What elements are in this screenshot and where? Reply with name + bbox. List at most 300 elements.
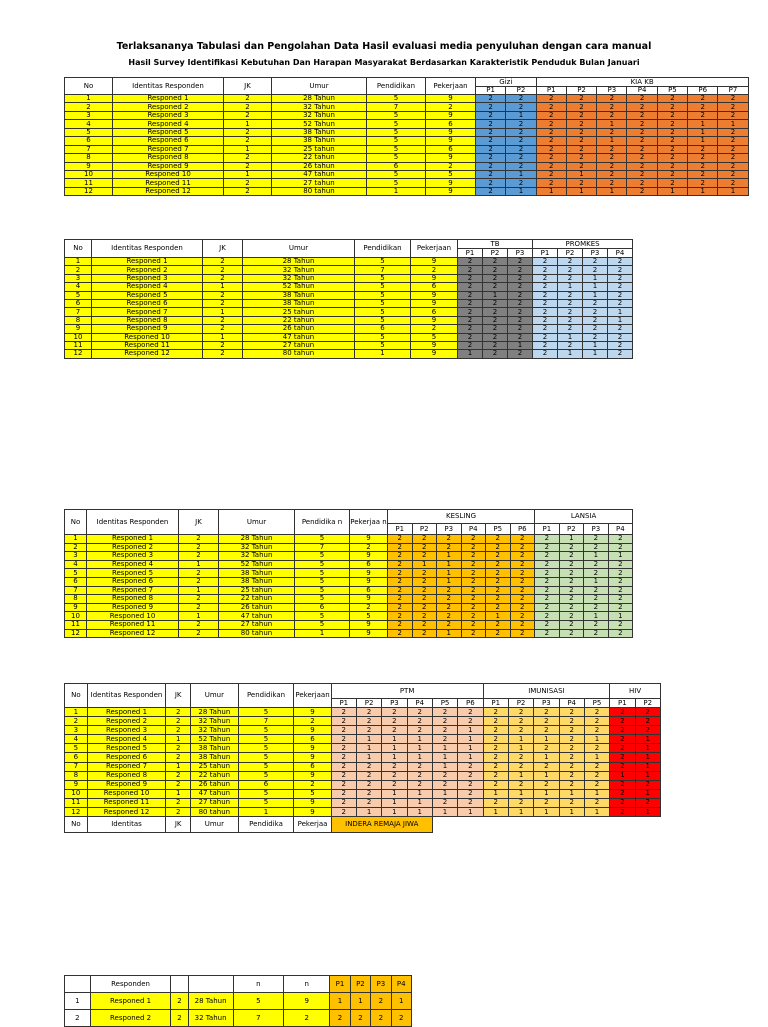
table-cell: 9 [65,162,113,170]
table-cell: 2 [437,603,462,612]
table-cell: 2 [566,145,596,153]
table-cell: 2 [486,560,511,569]
table-cell: 1 [382,753,407,762]
table-cell: Responed 2 [113,103,224,111]
table-cell: Responed 7 [87,762,166,771]
table-cell: 2 [166,808,191,817]
table-cell: 32 Tahun [191,717,239,726]
table-cell: 47 tahun [243,333,355,341]
column-header: Umur [191,817,239,833]
table-cell: 9 [294,744,331,753]
table-cell: 5 [295,552,350,561]
table-cell: Responed 12 [87,808,166,817]
table-cell: 2 [536,154,566,162]
table-cell: 2 [533,316,558,324]
table-cell: 2 [508,325,533,333]
table-cell: 5 [295,620,350,629]
column-header: JK [166,817,191,833]
column-header: Pendidikan [367,78,426,95]
column-header: Pekerjaa n [350,510,388,535]
table-cell: 2 [584,744,609,753]
table-cell: 1 [382,798,407,807]
table-cell: 5 [65,569,87,578]
table-cell: 2 [718,145,748,153]
table-cell: Responed 10 [92,333,203,341]
table-cell: 12 [65,629,87,638]
table-cell: 2 [486,595,511,604]
table-cell: 2 [461,560,486,569]
table-row [65,993,412,1010]
table-cell: 11 [65,620,87,629]
table-cell: Responed 5 [87,744,166,753]
table-cell: 2 [458,266,483,274]
table-cell: 2 [510,552,535,561]
table-cell: 2 [432,708,457,717]
table-cell: 26 tahun [191,780,239,789]
table-cell: 2 [388,577,413,586]
table-cell: 2 [412,552,437,561]
table-cell: 27 tahun [191,798,239,807]
table-row [65,560,633,569]
table-cell: 2 [483,753,508,762]
group-header: PROMKES [533,240,633,249]
group-header: IMUNISASI [483,684,610,699]
table-cell: 2 [356,789,381,798]
table-row [65,569,633,578]
table-cell: 2 [483,726,508,735]
table-cell: 2 [510,543,535,552]
table-cell: 7 [65,308,92,316]
table-cell: 2 [718,95,748,103]
table-cell: 1 [584,789,609,798]
table-cell: Responed 1 [87,708,166,717]
table-cell: 28 Tahun [191,708,239,717]
table-cell: 22 tahun [191,771,239,780]
table-cell: 6 [295,603,350,612]
table-cell: 2 [534,780,559,789]
table-cell: 1 [356,735,381,744]
table-cell: 2 [566,95,596,103]
group-header: HIV [610,684,661,699]
table-cell: 1 [559,789,584,798]
table-cell: 2 [584,586,609,595]
table-cell: 7 [238,717,294,726]
table-cell: 2 [536,170,566,178]
table-row [65,137,749,145]
table-cell: 2 [331,708,356,717]
table-cell: 5 [355,333,411,341]
column-header: Umur [272,78,367,95]
table-cell: 1 [486,612,511,621]
table-cell: 2 [610,780,635,789]
table-row [65,789,661,798]
question-header: P3 [597,87,627,95]
table-cell: 1 [597,187,627,195]
table-row [65,808,661,817]
table-cell: 1 [718,120,748,128]
table-cell: 9 [350,595,388,604]
table-cell: 1 [382,735,407,744]
table-cell: 2 [627,170,657,178]
table-cell: 6 [411,308,458,316]
table-cell: 9 [350,629,388,638]
table-cell: 2 [608,569,633,578]
table-cell: 2 [388,629,413,638]
column-header: n [284,976,330,993]
table-cell: 2 [559,753,584,762]
table-cell: 2 [559,726,584,735]
table-cell: 2 [412,535,437,544]
table-cell: 1 [407,808,432,817]
table-cell: 2 [627,120,657,128]
table-cell: 2 [458,283,483,291]
table-cell: 9 [426,179,476,187]
group-header: INDERA REMAJA JIWA [331,817,432,833]
table-cell: 9 [284,993,330,1010]
table-cell: 9 [411,350,458,358]
table-cell: 2 [635,726,660,735]
table-cell: 1 [508,744,533,753]
table-cell: 2 [536,128,566,136]
table-cell: 2 [559,603,584,612]
table-cell: 2 [224,187,272,195]
table-cell: 2 [356,717,381,726]
table-cell: 2 [166,771,191,780]
table-cell: 1 [506,170,536,178]
column-header: Pekerjaan [294,684,331,708]
table-cell: 25 tahun [219,586,295,595]
table-cell: 2 [458,325,483,333]
table-cell: 2 [412,586,437,595]
table-cell: 2 [508,316,533,324]
table-cell: 2 [533,333,558,341]
table-cell: 1 [65,535,87,544]
table-cell: 9 [350,577,388,586]
table-cell: 2 [458,771,483,780]
table-cell: 1 [458,350,483,358]
table-cell: 2 [534,744,559,753]
table-cell: 26 tahun [219,603,295,612]
table-cell: 1 [635,789,660,798]
table-cell: 1 [166,789,191,798]
table-cell: 2 [584,620,609,629]
table-cell: 1 [610,771,635,780]
table-cell: Responed 11 [113,179,224,187]
table-cell: 2 [533,325,558,333]
table-cell: 2 [584,603,609,612]
table-cell: 2 [382,762,407,771]
table-cell: 2 [426,162,476,170]
table-cell: 2 [688,145,718,153]
table-cell: 2 [506,95,536,103]
table-cell: Responed 9 [113,162,224,170]
table-row [65,258,633,266]
table-cell: 2 [608,274,633,282]
question-header: P1 [536,87,566,95]
table-cell: 28 Tahun [188,993,233,1010]
question-header: P3 [382,699,407,708]
table-cell: 2 [407,726,432,735]
table-cell: 5 [355,274,411,282]
table-cell: 3 [65,726,88,735]
question-header: P1 [483,699,508,708]
table-cell: 1 [238,808,294,817]
table-cell: 2 [458,333,483,341]
table-cell: 2 [179,620,219,629]
table-cell: 2 [331,789,356,798]
table-cell: 2 [559,708,584,717]
table-cell: 26 tahun [272,162,367,170]
table-cell: 2 [432,798,457,807]
table-cell: 80 tahun [191,808,239,817]
group-header: Gizi [476,78,537,87]
table-row [65,187,749,195]
table-cell: 28 Tahun [243,258,355,266]
table-cell: 2 [179,552,219,561]
table-cell: Responed 7 [92,308,203,316]
table-cell: 47 tahun [191,789,239,798]
table-row [65,179,749,187]
table-cell: 2 [461,620,486,629]
table-cell: 6 [426,145,476,153]
table-cell: 1 [432,762,457,771]
table-cell: 2 [458,258,483,266]
table-row [65,543,633,552]
table-cell: 38 Tahun [219,577,295,586]
table-cell: 1 [718,187,748,195]
table-cell: 7 [355,266,411,274]
table-cell: 2 [331,780,356,789]
table-cell: 2 [224,179,272,187]
table-cell: 9 [411,274,458,282]
table-cell: 2 [382,717,407,726]
table-cell: 2 [483,258,508,266]
table-cell: 2 [65,103,113,111]
table-cell: Responed 6 [113,137,224,145]
table-cell: 2 [458,717,483,726]
table-cell: 1 [597,120,627,128]
table-cell: 2 [483,735,508,744]
table-cell: 2 [483,771,508,780]
question-header: P7 [718,87,748,95]
table-cell: 2 [483,708,508,717]
table-cell: 9 [294,808,331,817]
table-cell: 2 [483,333,508,341]
table-cell: 2 [388,620,413,629]
table-cell: 1 [203,308,243,316]
table-cell: 2 [356,798,381,807]
table-cell: 2 [597,95,627,103]
table-cell: 2 [510,569,535,578]
table-cell: 2 [584,595,609,604]
table-cell: 1 [407,789,432,798]
table-cell: Responed 1 [90,993,171,1010]
table-row [65,111,749,119]
table-cell: 2 [584,771,609,780]
table-cell: 2 [356,771,381,780]
table-cell: 2 [688,95,718,103]
table-cell: 52 Tahun [243,283,355,291]
table-cell: 2 [486,603,511,612]
table-cell: 2 [412,612,437,621]
table-cell: 11 [65,798,88,807]
table-cell: 2 [534,762,559,771]
table-cell: 2 [510,595,535,604]
column-header: Responden [90,976,171,993]
table-cell: 4 [65,735,88,744]
table-cell: 2 [331,808,356,817]
table-cell: 2 [510,577,535,586]
table-cell: 2 [461,603,486,612]
table-cell: 2 [559,798,584,807]
table-cell: 7 [65,762,88,771]
table-row [65,603,633,612]
table-cell: Responed 6 [92,299,203,307]
table-cell: 6 [65,753,88,762]
table-cell: 2 [432,726,457,735]
table-cell: 1 [584,753,609,762]
table-cell: Responed 2 [87,543,179,552]
table-cell: 1 [506,187,536,195]
table-cell: 5 [238,753,294,762]
table-cell: 1 [534,808,559,817]
table-cell: 6 [238,780,294,789]
table-cell: 2 [510,620,535,629]
table-cell: 2 [483,283,508,291]
table-cell: 2 [350,603,388,612]
table-cell: 2 [179,569,219,578]
table-cell: 9 [411,258,458,266]
table-cell: 1 [534,753,559,762]
table-cell: Responed 2 [87,717,166,726]
table-cell: 1 [584,808,609,817]
table-cell: 2 [476,162,506,170]
table-row [65,744,661,753]
table-cell: 2 [224,137,272,145]
table-cell: 2 [483,744,508,753]
table-cell: 2 [610,753,635,762]
table-cell: 2 [506,128,536,136]
table-cell: 32 Tahun [219,543,295,552]
table-cell: 2 [608,299,633,307]
table-cell: 2 [483,308,508,316]
table-cell: Responed 6 [87,753,166,762]
table-cell: 2 [356,780,381,789]
table-cell: 2 [566,162,596,170]
table-cell: 9 [294,771,331,780]
table-cell: 2 [508,726,533,735]
table-cell: 2 [486,543,511,552]
table-cell: 1 [583,274,608,282]
table-cell: 2 [179,577,219,586]
table-cell: 2 [437,535,462,544]
table-cell: 2 [294,780,331,789]
table-cell: 2 [407,780,432,789]
question-header: P1 [330,976,350,993]
table-cell: 2 [486,577,511,586]
table-cell: 2 [608,586,633,595]
table-cell: 2 [331,798,356,807]
table-cell: Responed 12 [113,187,224,195]
table-row [65,120,749,128]
table-cell: 2 [179,595,219,604]
table-cell: 1 [382,789,407,798]
table-cell: 1 [355,350,411,358]
table-cell: 2 [688,111,718,119]
table-cell: 2 [411,266,458,274]
table-cell: 2 [627,179,657,187]
table-cell: 2 [627,95,657,103]
table-cell: 1 [508,808,533,817]
table-cell: 2 [608,603,633,612]
table-cell: 2 [508,762,533,771]
table-cell: 2 [559,552,584,561]
table-cell: 2 [535,629,560,638]
table-cell: 25 tahun [191,762,239,771]
column-header: Pendidika [238,817,294,833]
table-cell: 2 [535,535,560,544]
table-cell: 2 [437,595,462,604]
table-cell: 2 [657,103,687,111]
table-cell: 5 [367,111,426,119]
table-cell: 2 [688,170,718,178]
table-cell: 1 [330,993,350,1010]
table-cell: 2 [535,595,560,604]
table-cell: 2 [388,560,413,569]
table-cell: 2 [224,111,272,119]
table-cell: 28 Tahun [272,95,367,103]
table-cell: 1 [65,993,91,1010]
table-cell: 2 [508,308,533,316]
table-cell: 2 [536,103,566,111]
table-cell: 2 [412,543,437,552]
table-cell: 2 [483,350,508,358]
table-cell: Responed 5 [113,128,224,136]
table-cell: 32 Tahun [243,274,355,282]
table-cell: 2 [179,543,219,552]
table-cell: 2 [510,603,535,612]
table-cell: 2 [536,120,566,128]
table-cell: 2 [584,543,609,552]
table-cell: 32 Tahun [243,266,355,274]
table-cell: 2 [584,560,609,569]
table-cell: 1 [382,744,407,753]
table-cell: 2 [458,316,483,324]
table-cell: 6 [367,162,426,170]
table-cell: 1 [688,187,718,195]
table-cell: 5 [238,798,294,807]
question-header: P3 [583,249,608,258]
table-cell: 1 [458,744,483,753]
table-cell: 8 [65,771,88,780]
table-cell: 2 [461,586,486,595]
question-header: P3 [437,524,462,535]
table-cell: 2 [566,103,596,111]
question-header: P2 [356,699,381,708]
table-cell: 5 [355,316,411,324]
table-cell: 2 [597,154,627,162]
table-cell: 2 [610,808,635,817]
column-header: JK [203,240,243,258]
table-cell: 1 [437,629,462,638]
column-header: Pekerjaa [294,817,331,833]
table-cell: 2 [718,128,748,136]
table-cell: 2 [627,128,657,136]
table-cell: 2 [458,308,483,316]
table-kesling-lansia [64,509,633,638]
table-cell: 1 [356,808,381,817]
table-cell: 2 [476,145,506,153]
